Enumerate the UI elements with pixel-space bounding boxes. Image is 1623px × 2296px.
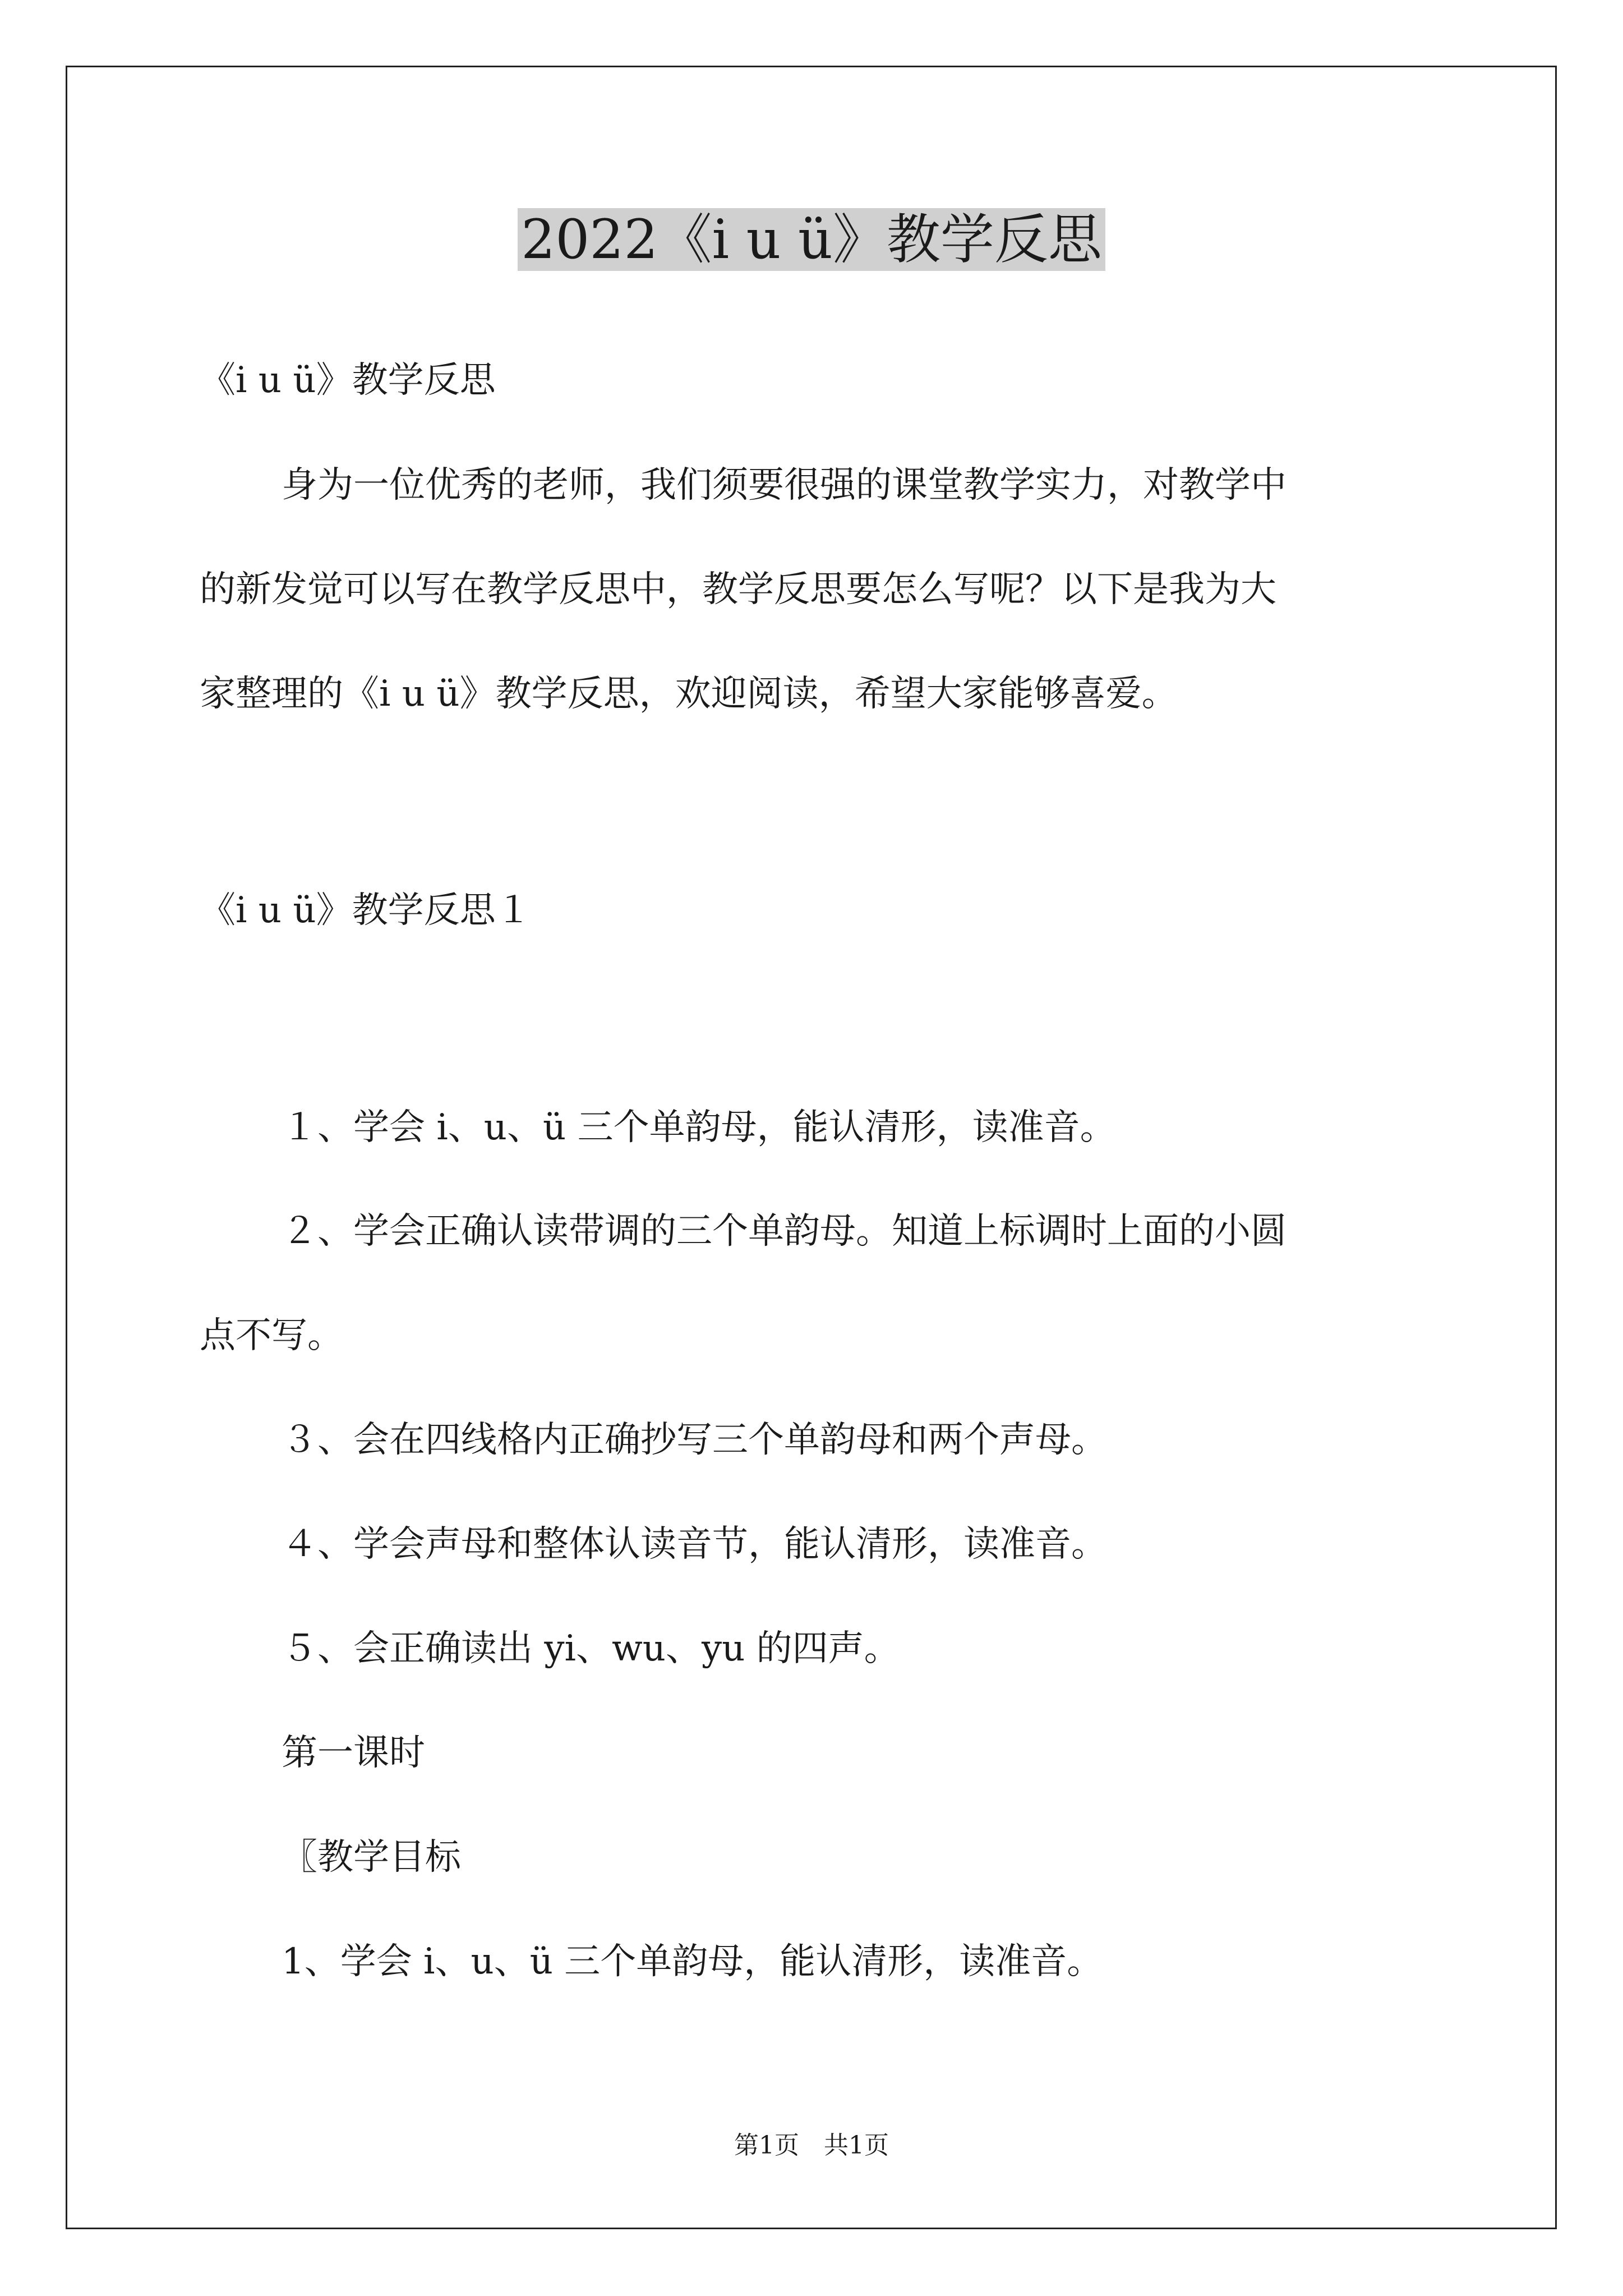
intro-line-3: 家整理的《i u ü》教学反思，欢迎阅读，希望大家能够喜爱。 [200, 673, 1178, 715]
document-title-text: 2022《i u ü》教学反思 [518, 208, 1105, 271]
goal-label: 〖教学目标 [282, 1837, 461, 1878]
document-title [0, 200, 1623, 279]
section-heading: 《i u ü》教学反思１ [200, 890, 532, 931]
list-item-3: ３、会在四线格内正确抄写三个单韵母和两个声母。 [282, 1419, 1107, 1461]
list-item-5: ５、会正确读出 yi、wu、yu 的四声。 [282, 1628, 900, 1669]
list-item-4: ４、学会声母和整体认读音节，能认清形，读准音。 [282, 1524, 1107, 1565]
intro-line-2: 的新发觉可以写在教学反思中，教学反思要怎么写呢？以下是我为大 [200, 569, 1276, 610]
list-item-2-continuation: 点不写。 [200, 1315, 343, 1356]
page-footer: 第1页 共1页 [734, 2131, 889, 2160]
list-item-1: １、学会 i、u、ü 三个单韵母，能认清形，读准音。 [282, 1107, 1116, 1148]
lesson-label: 第一课时 [282, 1732, 425, 1774]
subtitle: 《i u ü》教学反思 [200, 360, 496, 401]
list-item-2: ２、学会正确认读带调的三个单韵母。知道上标调时上面的小圆 [282, 1211, 1287, 1252]
intro-line-1: 身为一位优秀的老师，我们须要很强的课堂教学实力，对教学中 [282, 464, 1287, 506]
goal-item-1: 1、学会 i、u、ü 三个单韵母，能认清形，读准音。 [282, 1941, 1103, 1982]
